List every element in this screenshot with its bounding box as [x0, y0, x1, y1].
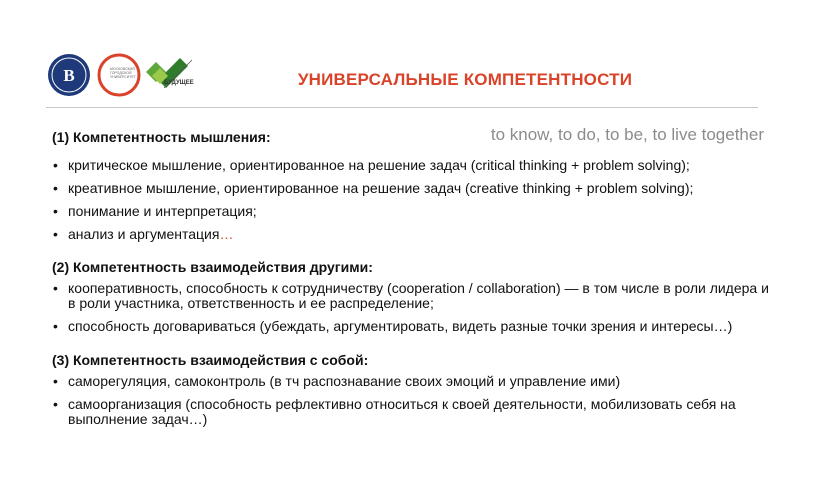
- motto-text: to know, to do, to be, to live together: [490, 125, 764, 144]
- svg-text:В: В: [63, 66, 75, 85]
- bullet-list: [52, 158, 772, 242]
- logo-strip: [46, 52, 196, 100]
- header-divider: [46, 107, 758, 108]
- section-interaction-others: [52, 259, 772, 334]
- list-item: • креативное мышление, ориентированное на решение задач (creative thinking + problem solving);: [52, 181, 772, 196]
- list-item-text: анализ и аргументация: [68, 226, 220, 242]
- list-item: • кооперативность, способность к сотрудничеству (cooperation / collaboration) — в том числе в роли лидера и в роли участника, ответственность и ее распределение;: [52, 281, 772, 311]
- list-item: [52, 227, 772, 242]
- section-interaction-self: [52, 352, 772, 427]
- section-thinking: [52, 129, 772, 242]
- list-item: • понимание и интерпретация;: [52, 204, 772, 219]
- future-logo: [142, 54, 198, 98]
- mgpu-logo: [96, 52, 142, 98]
- page-title: УНИВЕРСАЛЬНЫЕ КОМПЕТЕНТНОСТИ: [297, 70, 633, 89]
- section-heading: (2) Компетентность взаимодействия другими:: [52, 259, 373, 275]
- list-item: • самоорганизация (способность рефлективно относиться к своей деятельности, мобилизовать себя на выполнение задач…): [52, 397, 772, 427]
- section-heading: (3) Компетентность взаимодействия с собой:: [52, 352, 369, 368]
- ellipsis: …: [219, 226, 234, 242]
- section-heading: (1) Компетентность мышления:: [52, 129, 271, 145]
- list-item: • способность договариваться (убеждать, аргументировать, видеть разные точки зрения и интересы…): [52, 319, 772, 334]
- mgpu-logo-text: МОСКОВСКИЙ ГОРОДСКОЙ УНИВЕРСИТЕТ: [110, 67, 136, 79]
- hse-logo: [46, 52, 92, 98]
- future-check-icon: [142, 54, 198, 98]
- list-item: • саморегуляция, самоконтроль (в тч распознавание своих эмоций и управление ими): [52, 374, 772, 389]
- list-item: • критическое мышление, ориентированное на решение задач (critical thinking + problem solving);: [52, 158, 772, 173]
- future-logo-text: БУДУЩЕЕ: [164, 80, 194, 86]
- bullet-list: [52, 281, 772, 334]
- competencies-content: [52, 129, 772, 435]
- bullet-list: [52, 374, 772, 427]
